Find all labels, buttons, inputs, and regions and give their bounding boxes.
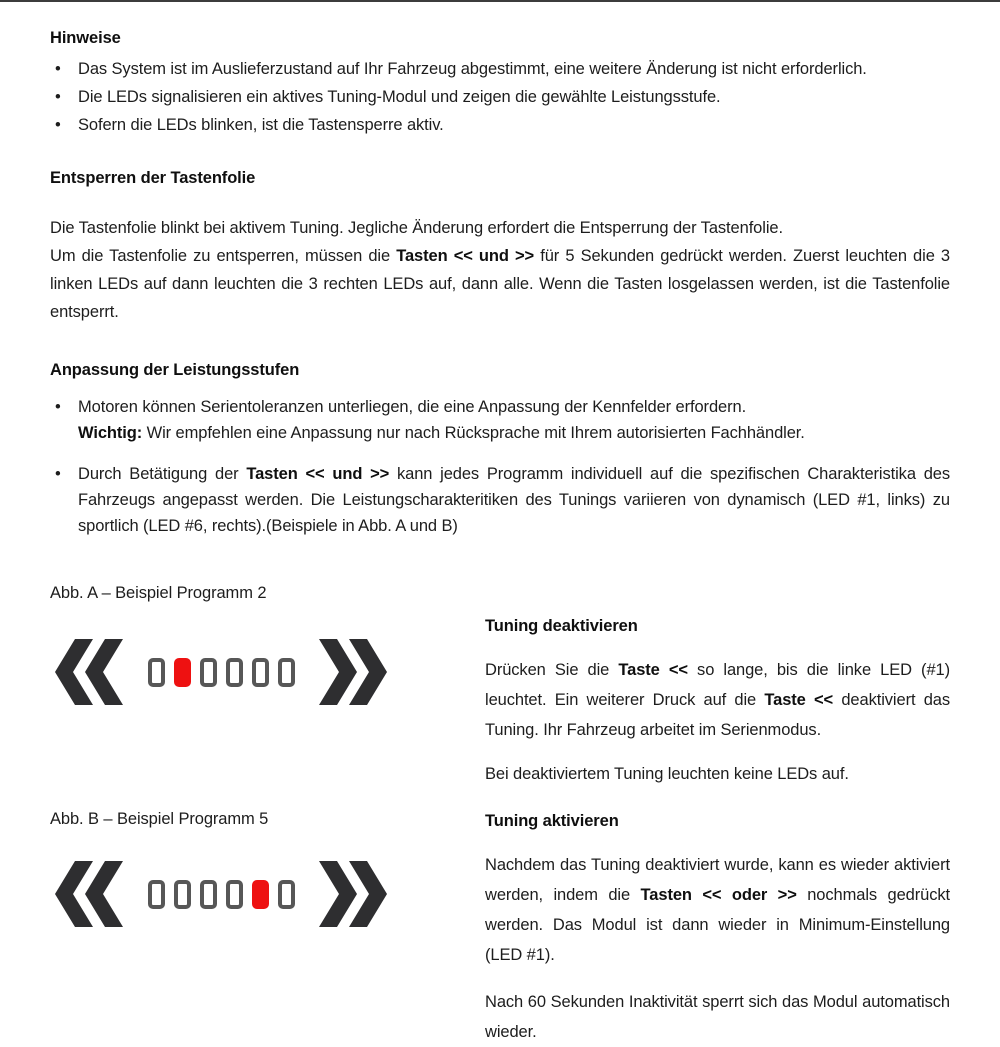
text-run: nochmals gedrückt werden. Das Modul ist dann wieder in Minimum-Einstellung (LED #1). [485,886,950,964]
anpassung-bullet-list [50,394,950,539]
text-run: Motoren können Serientoleranzen unterliegen, die eine Anpassung der Kennfelder erfordern. [78,398,747,416]
figure-b-keypad [55,861,387,927]
text-run-bold: Tasten << und >> [246,465,390,483]
led-indicator [174,880,191,909]
aktivieren-paragraph-2: Nach 60 Sekunden Inaktivität sperrt sich das Modul automatisch wieder. [485,993,950,1041]
deaktivieren-paragraph-2: Bei deaktiviertem Tuning leuchten keine LEDs auf. [485,765,849,783]
led-indicator [200,880,217,909]
text-run: kann jedes Programm individuell auf die spezifischen Charakteristika des Fahrzeugs angepasst werden. Die Leistungscharakteritiken des Tunings variieren von dynamisch (LED #1, links) zu sportlich (LED #6, rechts).(Beispiele in Abb. A und B) [78,465,951,535]
led-indicator [226,658,243,687]
section-entsperren [50,168,950,326]
text-run: Drücken Sie die [485,661,619,679]
figure-b-block [50,809,475,927]
bullet-item [50,461,950,539]
text-run: Nachdem das Tuning deaktiviert wurde, kann es wieder aktiviert werden, indem die [485,856,950,904]
bullet-item: • Die LEDs signalisieren ein aktives Tuning-Modul und zeigen die gewählte Leistungsstufe. [50,84,950,110]
led-indicator-active [174,658,191,687]
led-row [148,880,295,909]
text-run: Wir empfehlen eine Anpassung nur nach Rücksprache mit Ihrem autorisierten Fachhändler. [142,424,805,442]
bullet-item: • Das System ist im Auslieferzustand auf Ihr Fahrzeug abgestimmt, eine weitere Änderung ist nicht erforderlich. [50,56,950,82]
text-run-bold: Tasten << und >> [396,247,535,265]
deaktivieren-paragraph-1 [485,655,950,745]
text-run-bold: Taste << [764,691,834,709]
section-hinweise [50,28,950,138]
figures-column [50,583,475,1047]
bullet-item: • Sofern die LEDs blinken, ist die Tastensperre aktiv. [50,112,950,138]
led-indicator [200,658,217,687]
instructions-column [485,616,950,1047]
bottom-columns [50,583,950,1047]
text-run: so lange, bis die linke LED (#1) leuchtet. Ein weiterer Druck auf die [485,661,951,709]
text-run-bold: Taste << [618,661,688,679]
chevron-left-double-icon [55,639,125,705]
chevron-right-double-icon [317,639,387,705]
led-indicator [278,658,295,687]
heading-tuning-deaktivieren: Tuning deaktivieren [485,617,638,635]
bullet-item [50,394,950,446]
figure-b-label: Abb. B – Beispiel Programm 5 [50,810,269,828]
figure-a-keypad [55,639,387,705]
led-row [148,658,295,687]
heading-anpassung: Anpassung der Leistungsstufen [50,361,300,379]
entsperren-paragraph-1: Die Tastenfolie blinkt bei aktivem Tuning. Jegliche Änderung erfordert die Entsperrung der Tastenfolie. [50,219,783,237]
figure-a-label: Abb. A – Beispiel Programm 2 [50,584,267,602]
heading-tuning-aktivieren: Tuning aktivieren [485,812,619,830]
text-run: für 5 Sekunden gedrückt werden. Zuerst leuchten die 3 linken LEDs auf dann leuchten die 3 rechten LEDs auf, dann alle. Wenn die Tasten losgelassen werden, ist die Tastenfolie entsperrt. [50,247,951,321]
chevron-left-double-icon [55,861,125,927]
text-run-bold: Tasten << oder >> [640,886,797,904]
text-run-bold: Wichtig: [78,424,143,442]
led-indicator [148,658,165,687]
text-run: deaktiviert das Tuning. Ihr Fahrzeug arbeitet im Serienmodus. [485,691,951,739]
heading-hinweise: Hinweise [50,29,121,47]
led-indicator-active [252,880,269,909]
hinweise-bullet-list [50,56,950,138]
chevron-right-double-icon [317,861,387,927]
led-indicator [226,880,243,909]
figure-a-block [50,583,475,705]
entsperren-paragraph-2 [50,242,950,326]
text-run: Um die Tastenfolie zu entsperren, müssen die [50,247,397,265]
led-indicator [148,880,165,909]
aktivieren-paragraph-1 [485,850,950,970]
heading-entsperren: Entsperren der Tastenfolie [50,169,256,187]
section-anpassung [50,360,950,539]
text-run: Durch Betätigung der [78,465,247,483]
led-indicator [278,880,295,909]
led-indicator [252,658,269,687]
